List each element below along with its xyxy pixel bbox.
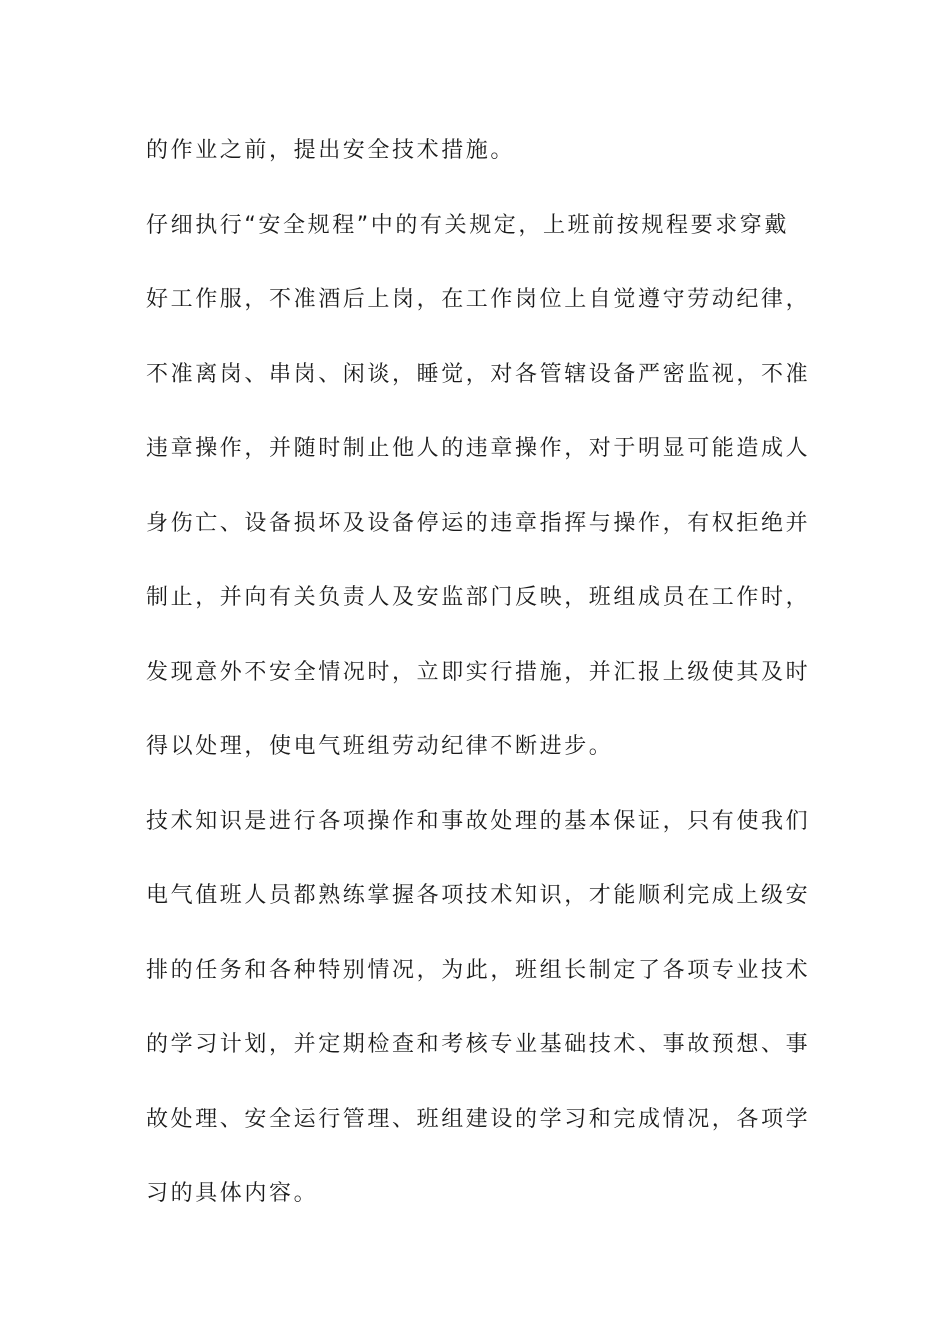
text-line: 仔细执行“安全规程”中的有关规定，上班前按规程要求穿戴 [146,212,789,238]
text-line: 习的具体内容。 [146,1181,319,1206]
body-text [146,128,816,1246]
text-line: 的学习计划，并定期检查和考核专业基础技术、事故预想、事 [146,1032,811,1057]
text-line: 发现意外不安全情况时，立即实行措施，并汇报上级使其及时 [146,659,811,685]
text-line: 技术知识是进行各项操作和事故处理的基本保证，只有使我们 [146,808,811,834]
text-line: 电气值班人员都熟练掌握各项技术知识，才能顺利完成上级安 [146,883,811,908]
text-line: 不准离岗、串岗、闲谈，睡觉，对各管辖设备严密监视，不准 [146,361,811,387]
text-line: 身伤亡、设备损坏及设备停运的违章指挥与操作，有权拒绝并 [146,510,811,536]
text-line: 的作业之前，提出安全技术措施。 [146,138,516,163]
text-line: 制止，并向有关负责人及安监部门反映，班组成员在工作时， [146,585,811,610]
text-line: 好工作服，不准酒后上岗，在工作岗位上自觉遵守劳动纪律， [146,287,811,312]
text-line: 故处理、安全运行管理、班组建设的学习和完成情况，各项学 [146,1106,811,1132]
text-line: 违章操作，并随时制止他人的违章操作，对于明显可能造成人 [146,436,811,461]
text-line: 得以处理，使电气班组劳动纪律不断进步。 [146,734,614,759]
text-line: 排的任务和各种特别情况，为此，班组长制定了各项专业技术 [146,957,811,983]
